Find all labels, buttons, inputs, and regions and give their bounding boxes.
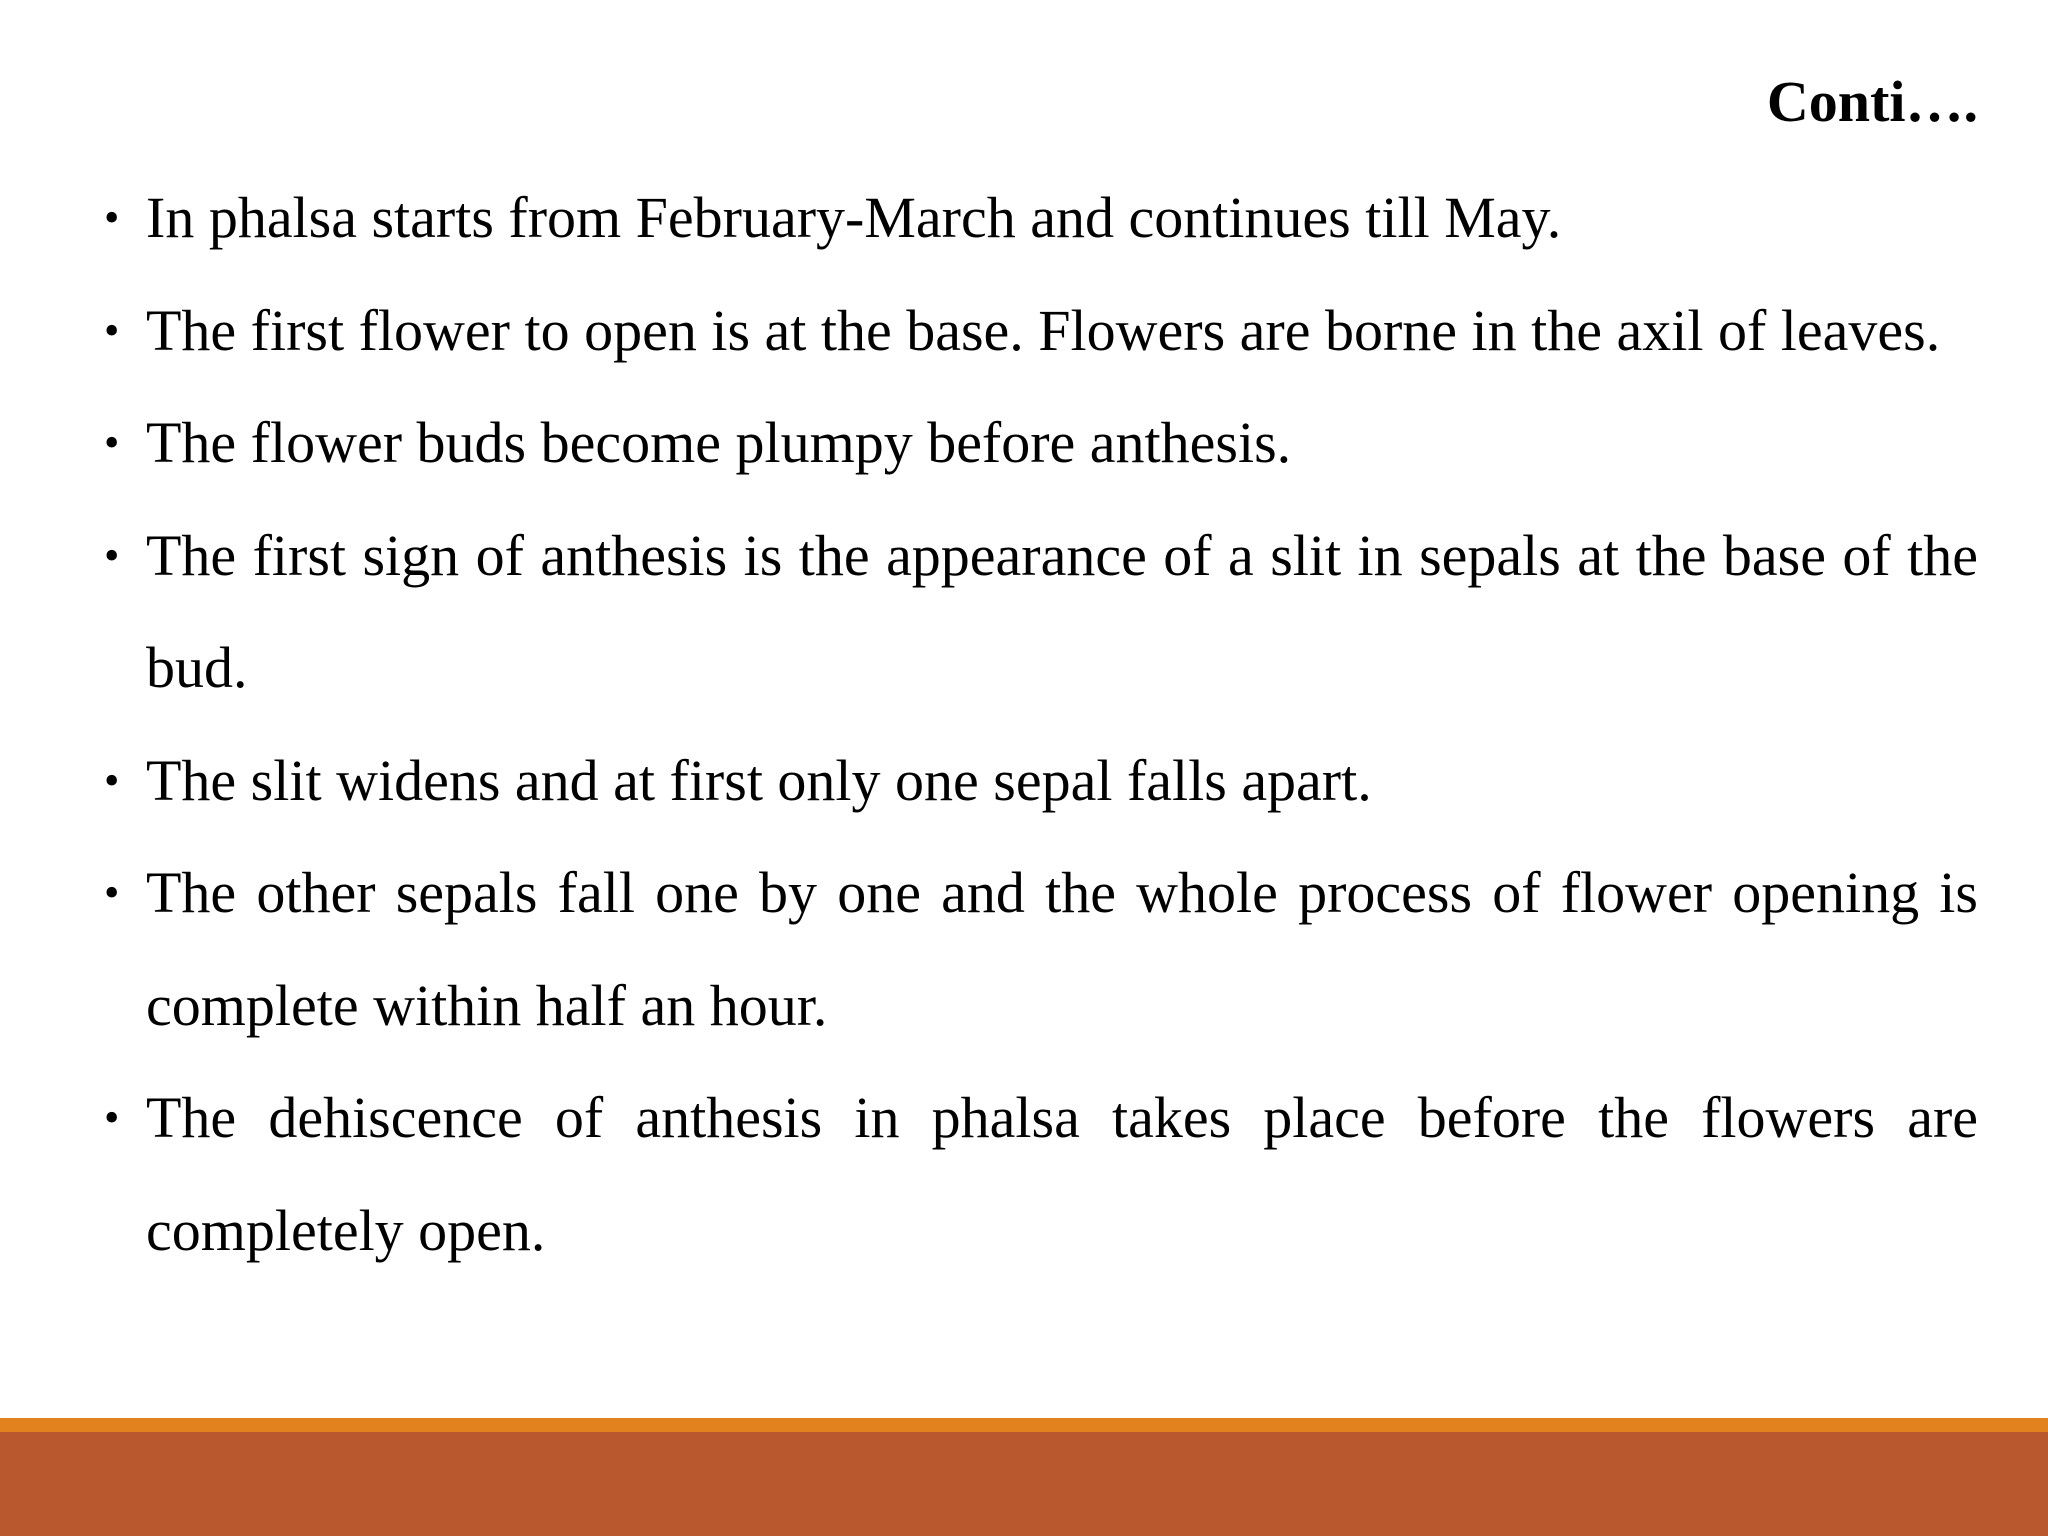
footer-accent-line: [0, 1418, 2048, 1432]
bullet-item: [104, 387, 1978, 500]
bullet-item: [104, 1062, 1978, 1287]
bullet-icon: •: [104, 868, 120, 917]
bullet-text: In phalsa starts from February-March and continues till May.: [146, 185, 1562, 250]
bullet-icon: •: [104, 1093, 120, 1142]
bullet-text: The slit widens and at first only one sepal falls apart.: [146, 747, 1372, 813]
bullet-text: The dehiscence of anthesis in phalsa takes place before the flowers are completely open.: [146, 1085, 1978, 1263]
bullet-icon: •: [104, 530, 120, 580]
bullet-list: [104, 162, 1978, 1287]
bullet-icon: •: [104, 755, 120, 805]
bullet-icon: •: [104, 418, 120, 467]
bullet-text: The first flower to open is at the base. Flowers are borne in the axil of leaves.: [146, 297, 1941, 363]
bullet-item: [104, 275, 1978, 388]
bullet-item: [104, 725, 1978, 838]
bullet-icon: •: [104, 305, 120, 355]
slide-title: Conti….: [1766, 69, 1978, 134]
bullet-item: [104, 837, 1978, 1062]
bullet-item: [104, 500, 1978, 725]
bullet-text: The flower buds become plumpy before anthesis.: [146, 410, 1292, 475]
bullet-text: The first sign of anthesis is the appearance of a slit in sepals at the base of the bud.: [146, 522, 1978, 700]
bullet-text: The other sepals fall one by one and the whole process of flower opening is complete within half an hour.: [146, 860, 1978, 1038]
footer-band: [0, 1432, 2048, 1536]
bullet-item: [104, 162, 1978, 275]
bullet-icon: •: [104, 193, 120, 242]
